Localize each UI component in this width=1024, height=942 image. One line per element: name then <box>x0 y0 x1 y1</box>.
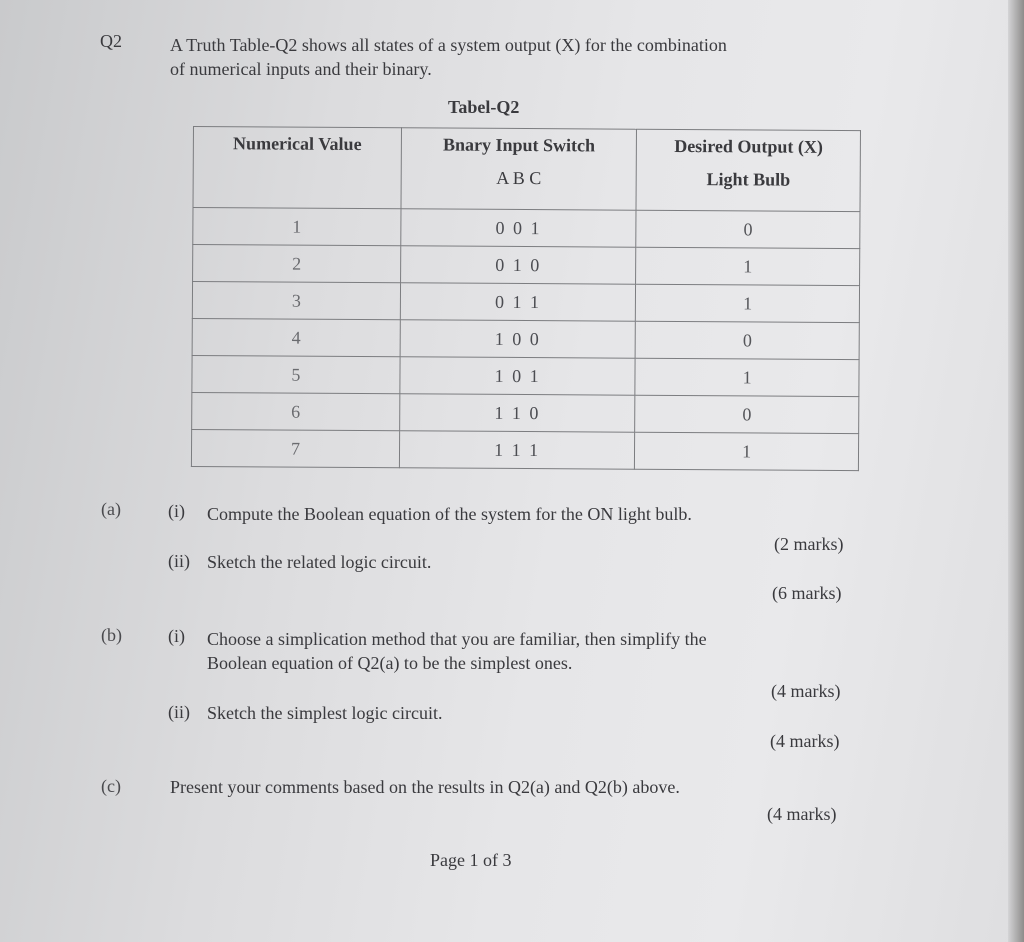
truth-table <box>191 126 861 471</box>
cell-numerical-value: 6 <box>192 392 400 430</box>
screen-edge <box>1008 0 1024 942</box>
part-b-i-text-line-1: Choose a simplication method that you are familiar, then simplify the <box>207 629 707 649</box>
cell-binary-input: 1 0 1 <box>400 357 636 395</box>
part-a-ii-marks: (6 marks) <box>772 583 842 603</box>
table-row <box>191 429 858 470</box>
cell-numerical-value: 5 <box>192 355 400 393</box>
table-row <box>192 318 859 359</box>
header-desired-output-label: Desired Output (X) <box>674 135 823 157</box>
cell-binary-input: 0 1 1 <box>400 283 636 321</box>
part-b-i-marks: (4 marks) <box>771 681 841 701</box>
part-a-ii-text: Sketch the related logic circuit. <box>207 552 432 572</box>
cell-binary-input: 1 1 0 <box>400 394 636 432</box>
part-a-label: (a) <box>101 499 121 519</box>
table-row <box>192 355 859 396</box>
table-header-row <box>193 127 860 212</box>
part-b-ii-text: Sketch the simplest logic circuit. <box>207 703 443 723</box>
question-intro-line-2: of numerical inputs and their binary. <box>170 59 432 79</box>
header-desired-output-sub: Light Bulb <box>706 169 791 190</box>
cell-desired-output: 1 <box>635 432 859 470</box>
header-binary-input <box>401 128 637 210</box>
cell-desired-output: 1 <box>635 358 859 396</box>
cell-binary-input: 0 1 0 <box>400 246 636 284</box>
cell-desired-output: 0 <box>636 210 860 248</box>
part-c-marks: (4 marks) <box>767 804 837 824</box>
table-row <box>193 208 860 249</box>
cell-numerical-value: 3 <box>192 282 400 320</box>
part-b-ii-marks: (4 marks) <box>770 731 840 751</box>
header-numerical-value <box>193 127 401 209</box>
part-b-i-text-line-2: Boolean equation of Q2(a) to be the simplest ones. <box>207 653 573 673</box>
header-binary-input-sub: A B C <box>496 167 542 189</box>
header-numerical-value-label: Numerical Value <box>233 133 362 155</box>
part-a-i-marks: (2 marks) <box>774 534 844 554</box>
table-row <box>193 245 860 286</box>
cell-numerical-value: 7 <box>191 429 399 467</box>
cell-numerical-value: 2 <box>193 245 401 283</box>
table-row <box>192 392 859 433</box>
cell-desired-output: 1 <box>636 284 860 322</box>
cell-numerical-value: 1 <box>193 208 401 246</box>
table-row <box>192 282 859 323</box>
part-b-i-number: (i) <box>168 626 185 646</box>
cell-desired-output: 1 <box>636 247 860 285</box>
table-caption: Tabel-Q2 <box>448 97 520 117</box>
cell-binary-input: 1 0 0 <box>400 320 636 358</box>
header-desired-output <box>636 129 860 211</box>
cell-desired-output: 0 <box>635 321 859 359</box>
part-a-i-text: Compute the Boolean equation of the system for the ON light bulb. <box>207 504 692 524</box>
part-b-ii-number: (ii) <box>168 702 190 722</box>
cell-binary-input: 0 0 1 <box>401 209 637 247</box>
page-number: Page 1 of 3 <box>430 850 512 870</box>
cell-desired-output: 0 <box>635 395 859 433</box>
part-c-text: Present your comments based on the results in Q2(a) and Q2(b) above. <box>170 777 680 797</box>
part-a-i-number: (i) <box>168 501 185 521</box>
part-c-label: (c) <box>101 776 121 796</box>
header-binary-input-label: Bnary Input Switch <box>442 134 596 156</box>
question-intro-line-1: A Truth Table-Q2 shows all states of a system output (X) for the combination <box>170 35 727 55</box>
question-number: Q2 <box>100 31 122 51</box>
cell-numerical-value: 4 <box>192 318 400 356</box>
part-b-label: (b) <box>101 625 122 645</box>
cell-binary-input: 1 1 1 <box>399 431 635 469</box>
part-a-ii-number: (ii) <box>168 551 190 571</box>
